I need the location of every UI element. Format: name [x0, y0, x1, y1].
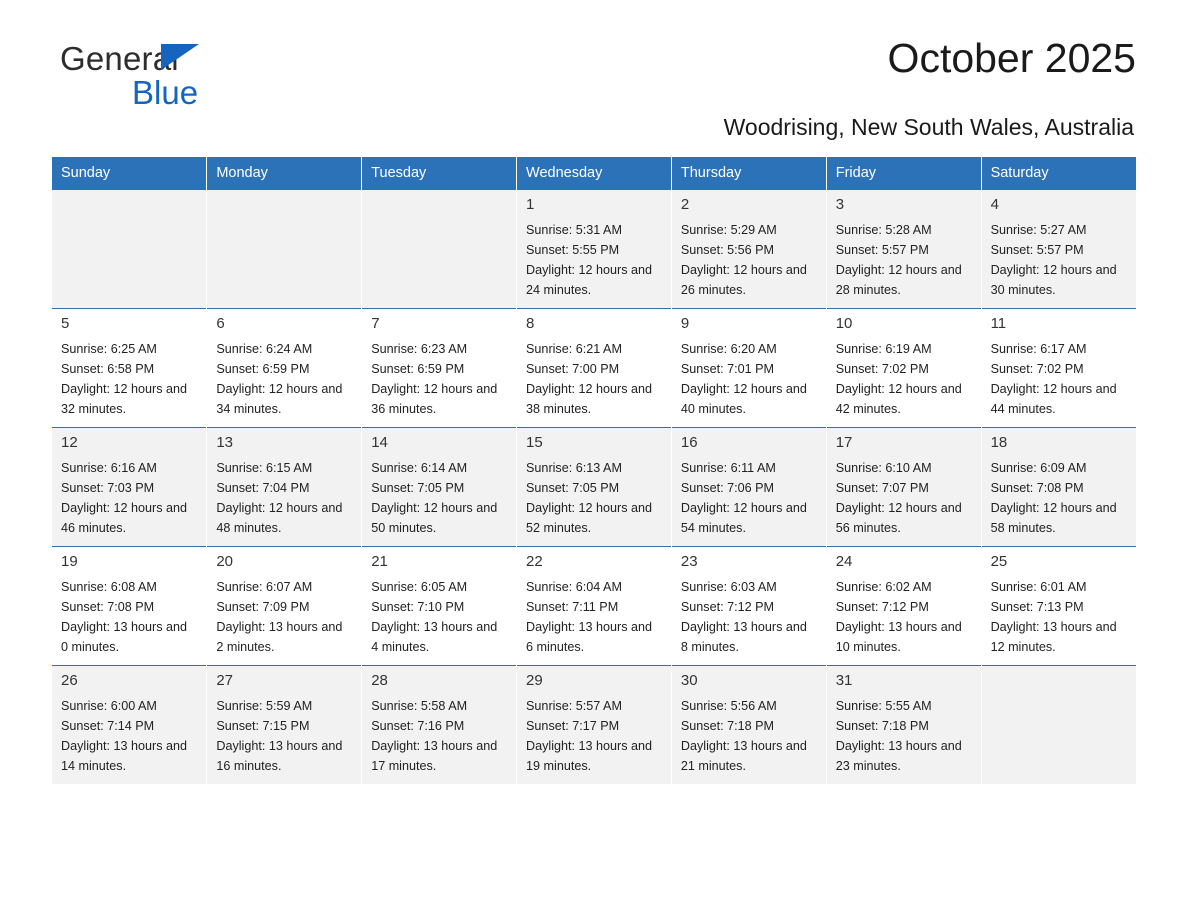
day-number: 31	[835, 672, 853, 689]
sunrise-text: Sunrise: 6:15 AM	[216, 460, 313, 475]
day-cell[interactable]	[517, 666, 672, 785]
day-number: 11	[990, 315, 1007, 332]
daylight-text: Daylight: 12 hours and 58 minutes.	[990, 500, 1117, 535]
sunrise-text: Sunrise: 5:28 AM	[835, 222, 932, 237]
day-number: 17	[835, 434, 853, 451]
sunset-text: Sunset: 6:59 PM	[371, 361, 465, 376]
sunset-text: Sunset: 7:08 PM	[61, 599, 155, 614]
sunrise-text: Sunrise: 6:09 AM	[990, 460, 1087, 475]
day-cell[interactable]	[362, 309, 517, 428]
sunrise-text: Sunrise: 6:04 AM	[526, 579, 622, 594]
day-cell[interactable]	[207, 547, 362, 666]
calendar-body	[52, 190, 1136, 785]
sunset-text: Sunset: 7:12 PM	[835, 599, 929, 614]
sunset-text: Sunset: 7:18 PM	[835, 718, 929, 733]
logo-triangle-icon	[161, 44, 199, 70]
calendar-week-row	[52, 547, 1136, 666]
sunset-text: Sunset: 7:00 PM	[526, 361, 620, 376]
sunset-text: Sunset: 7:13 PM	[990, 599, 1084, 614]
sunset-text: Sunset: 5:57 PM	[990, 242, 1084, 257]
daylight-text: Daylight: 13 hours and 23 minutes.	[835, 738, 962, 773]
day-number: 7	[371, 315, 380, 332]
day-number: 28	[371, 672, 388, 689]
daylight-text: Daylight: 12 hours and 46 minutes.	[61, 500, 188, 535]
day-cell[interactable]	[826, 190, 981, 309]
day-cell-empty	[981, 666, 1136, 785]
day-number: 30	[680, 672, 698, 689]
day-cell-empty	[52, 190, 207, 309]
day-cell[interactable]	[207, 666, 362, 785]
logo-text-blue: Blue	[132, 74, 199, 111]
sunrise-text: Sunrise: 6:14 AM	[371, 460, 468, 475]
day-cell[interactable]	[52, 666, 207, 785]
daylight-text: Daylight: 12 hours and 38 minutes.	[526, 381, 653, 416]
daylight-text: Daylight: 12 hours and 32 minutes.	[61, 381, 188, 416]
day-number: 13	[216, 434, 234, 451]
day-number: 27	[216, 672, 234, 689]
day-cell[interactable]	[517, 547, 672, 666]
sunset-text: Sunset: 7:02 PM	[990, 361, 1084, 376]
sunrise-text: Sunrise: 6:00 AM	[61, 698, 157, 713]
day-cell[interactable]	[671, 547, 826, 666]
sunrise-text: Sunrise: 6:17 AM	[990, 341, 1087, 356]
daylight-text: Daylight: 12 hours and 48 minutes.	[216, 500, 343, 535]
day-number: 8	[526, 315, 535, 332]
daylight-text: Daylight: 13 hours and 10 minutes.	[835, 619, 962, 654]
day-cell[interactable]	[52, 547, 207, 666]
day-cell[interactable]	[671, 666, 826, 785]
day-number: 2	[680, 196, 690, 213]
day-number: 5	[61, 315, 70, 332]
daylight-text: Daylight: 12 hours and 44 minutes.	[990, 381, 1117, 416]
sunrise-text: Sunrise: 5:57 AM	[526, 698, 622, 713]
daylight-text: Daylight: 12 hours and 28 minutes.	[835, 262, 962, 297]
daylight-text: Daylight: 12 hours and 54 minutes.	[680, 500, 807, 535]
daylight-text: Daylight: 13 hours and 21 minutes.	[680, 738, 807, 773]
sunrise-text: Sunrise: 5:56 AM	[680, 698, 777, 713]
weekday-header-sunday: Sunday	[52, 157, 207, 190]
weekday-header-tuesday: Tuesday	[362, 157, 517, 190]
day-cell[interactable]	[826, 309, 981, 428]
daylight-text: Daylight: 12 hours and 56 minutes.	[835, 500, 962, 535]
daylight-text: Daylight: 13 hours and 14 minutes.	[61, 738, 188, 773]
sunset-text: Sunset: 7:09 PM	[216, 599, 310, 614]
day-cell[interactable]	[671, 428, 826, 547]
daylight-text: Daylight: 12 hours and 34 minutes.	[216, 381, 343, 416]
sunset-text: Sunset: 7:11 PM	[526, 599, 619, 614]
weekday-header-wednesday: Wednesday	[517, 157, 672, 190]
day-number: 25	[990, 553, 1008, 570]
day-number: 15	[526, 434, 543, 451]
day-cell[interactable]	[517, 309, 672, 428]
daylight-text: Daylight: 13 hours and 16 minutes.	[216, 738, 343, 773]
day-cell[interactable]	[826, 666, 981, 785]
sunrise-text: Sunrise: 5:58 AM	[371, 698, 468, 713]
sunrise-text: Sunrise: 6:11 AM	[680, 460, 776, 475]
day-number: 3	[835, 196, 845, 213]
daylight-text: Daylight: 12 hours and 26 minutes.	[680, 262, 807, 297]
day-number: 26	[61, 672, 78, 689]
sunrise-text: Sunrise: 6:21 AM	[526, 341, 622, 356]
sunset-text: Sunset: 5:56 PM	[680, 242, 774, 257]
sunrise-text: Sunrise: 5:27 AM	[990, 222, 1087, 237]
daylight-text: Daylight: 13 hours and 17 minutes.	[371, 738, 498, 773]
daylight-text: Daylight: 13 hours and 8 minutes.	[680, 619, 807, 654]
day-cell[interactable]	[981, 190, 1136, 309]
day-cell[interactable]	[981, 547, 1136, 666]
sunrise-text: Sunrise: 6:08 AM	[61, 579, 157, 594]
sunrise-text: Sunrise: 5:31 AM	[526, 222, 622, 237]
page-header	[52, 0, 1136, 111]
day-number: 20	[216, 553, 234, 570]
day-cell[interactable]	[517, 428, 672, 547]
day-cell[interactable]	[826, 428, 981, 547]
day-cell[interactable]	[207, 309, 362, 428]
day-number: 16	[680, 434, 698, 451]
day-cell[interactable]	[671, 309, 826, 428]
day-cell[interactable]	[517, 190, 672, 309]
sunrise-text: Sunrise: 6:07 AM	[216, 579, 313, 594]
day-number: 12	[61, 434, 78, 451]
sunrise-text: Sunrise: 6:23 AM	[371, 341, 468, 356]
sunset-text: Sunset: 7:10 PM	[371, 599, 465, 614]
sunset-text: Sunset: 7:07 PM	[835, 480, 929, 495]
day-number: 22	[526, 553, 543, 570]
day-cell-empty	[207, 190, 362, 309]
day-cell[interactable]	[52, 309, 207, 428]
logo	[60, 40, 320, 111]
daylight-text: Daylight: 12 hours and 50 minutes.	[371, 500, 498, 535]
sunset-text: Sunset: 5:57 PM	[835, 242, 929, 257]
daylight-text: Daylight: 12 hours and 30 minutes.	[990, 262, 1117, 297]
day-cell[interactable]	[52, 428, 207, 547]
daylight-text: Daylight: 12 hours and 24 minutes.	[526, 262, 653, 297]
daylight-text: Daylight: 12 hours and 36 minutes.	[371, 381, 498, 416]
sunset-text: Sunset: 5:55 PM	[526, 242, 620, 257]
day-cell[interactable]	[671, 190, 826, 309]
sunset-text: Sunset: 6:59 PM	[216, 361, 310, 376]
sunrise-text: Sunrise: 6:19 AM	[835, 341, 932, 356]
sunrise-text: Sunrise: 6:01 AM	[990, 579, 1087, 594]
sunset-text: Sunset: 7:01 PM	[680, 361, 774, 376]
day-cell[interactable]	[826, 547, 981, 666]
day-cell[interactable]	[981, 309, 1136, 428]
logo-text-general: General	[60, 40, 179, 77]
day-number: 4	[990, 196, 999, 213]
sunrise-text: Sunrise: 5:29 AM	[680, 222, 777, 237]
day-number: 18	[990, 434, 1008, 451]
daylight-text: Daylight: 13 hours and 19 minutes.	[526, 738, 653, 773]
day-cell[interactable]	[981, 428, 1136, 547]
day-number: 29	[526, 672, 543, 689]
sunset-text: Sunset: 7:16 PM	[371, 718, 465, 733]
day-cell[interactable]	[362, 547, 517, 666]
sunrise-text: Sunrise: 6:02 AM	[835, 579, 932, 594]
daylight-text: Daylight: 12 hours and 52 minutes.	[526, 500, 653, 535]
day-number: 6	[216, 315, 225, 332]
sunrise-text: Sunrise: 6:03 AM	[680, 579, 777, 594]
sunset-text: Sunset: 7:08 PM	[990, 480, 1084, 495]
day-cell[interactable]	[362, 666, 517, 785]
sunset-text: Sunset: 7:05 PM	[371, 480, 465, 495]
sunset-text: Sunset: 7:04 PM	[216, 480, 310, 495]
day-cell[interactable]	[207, 428, 362, 547]
calendar-week-row	[52, 428, 1136, 547]
calendar-table	[52, 157, 1136, 784]
daylight-text: Daylight: 12 hours and 42 minutes.	[835, 381, 962, 416]
day-number: 21	[371, 553, 388, 570]
sunrise-text: Sunrise: 6:20 AM	[680, 341, 777, 356]
daylight-text: Daylight: 13 hours and 6 minutes.	[526, 619, 653, 654]
sunset-text: Sunset: 7:18 PM	[680, 718, 774, 733]
calendar-week-row	[52, 190, 1136, 309]
sunset-text: Sunset: 7:05 PM	[526, 480, 620, 495]
location-subtitle: Woodrising, New South Wales, Australia	[723, 114, 1134, 140]
day-number: 14	[371, 434, 388, 451]
sunrise-text: Sunrise: 6:24 AM	[216, 341, 313, 356]
daylight-text: Daylight: 13 hours and 2 minutes.	[216, 619, 343, 654]
sunrise-text: Sunrise: 5:55 AM	[835, 698, 932, 713]
sunset-text: Sunset: 7:12 PM	[680, 599, 774, 614]
weekday-header-friday: Friday	[826, 157, 981, 190]
sunset-text: Sunset: 7:15 PM	[216, 718, 310, 733]
calendar-week-row	[52, 309, 1136, 428]
weekday-header-saturday: Saturday	[981, 157, 1136, 190]
day-number: 10	[835, 315, 853, 332]
sunset-text: Sunset: 6:58 PM	[61, 361, 155, 376]
sunset-text: Sunset: 7:14 PM	[61, 718, 155, 733]
daylight-text: Daylight: 13 hours and 0 minutes.	[61, 619, 188, 654]
sunrise-text: Sunrise: 6:16 AM	[61, 460, 157, 475]
sunrise-text: Sunrise: 5:59 AM	[216, 698, 313, 713]
day-cell[interactable]	[362, 428, 517, 547]
day-number: 24	[835, 553, 853, 570]
page-title: October 2025	[887, 35, 1136, 81]
weekday-header-thursday: Thursday	[671, 157, 826, 190]
calendar-week-row	[52, 666, 1136, 785]
sunset-text: Sunset: 7:17 PM	[526, 718, 620, 733]
day-number: 9	[680, 315, 690, 332]
sunset-text: Sunset: 7:06 PM	[680, 480, 774, 495]
sunset-text: Sunset: 7:02 PM	[835, 361, 929, 376]
day-cell-empty	[362, 190, 517, 309]
daylight-text: Daylight: 12 hours and 40 minutes.	[680, 381, 807, 416]
sunrise-text: Sunrise: 6:10 AM	[835, 460, 932, 475]
day-number: 23	[680, 553, 698, 570]
weekday-header-row	[52, 157, 1136, 190]
weekday-header-monday: Monday	[207, 157, 362, 190]
daylight-text: Daylight: 13 hours and 4 minutes.	[371, 619, 498, 654]
daylight-text: Daylight: 13 hours and 12 minutes.	[990, 619, 1117, 654]
sunrise-text: Sunrise: 6:05 AM	[371, 579, 468, 594]
day-number: 1	[526, 196, 535, 213]
day-number: 19	[61, 553, 78, 570]
sunrise-text: Sunrise: 6:13 AM	[526, 460, 622, 475]
sunset-text: Sunset: 7:03 PM	[61, 480, 155, 495]
sunrise-text: Sunrise: 6:25 AM	[61, 341, 157, 356]
